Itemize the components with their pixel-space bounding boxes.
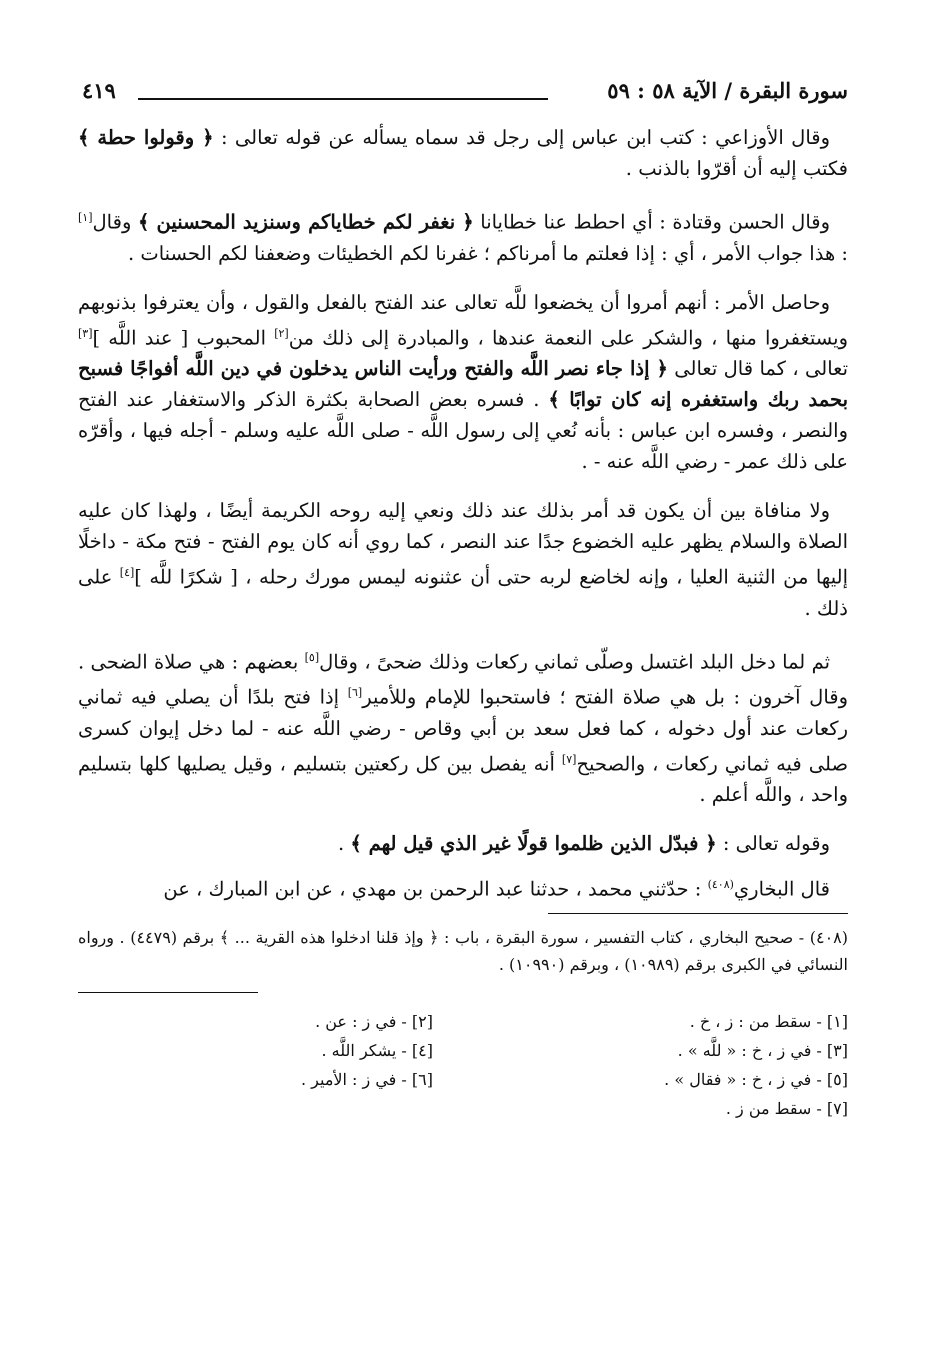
text: تعالى ، كما قال تعالى: [674, 357, 848, 380]
paragraph-salat: [78, 642, 848, 811]
paragraph-awzai: [78, 122, 848, 184]
note-5: [٥] - في ز ، خ : « فقال » .: [664, 1069, 848, 1089]
hadith-ref: (٤٠٨): [707, 878, 734, 891]
footnote-ref: [٦]: [347, 686, 363, 699]
paragraph-verse: [78, 828, 848, 859]
note-1: [١] - سقط من : ز ، خ .: [689, 1011, 848, 1031]
variant-notes: [78, 1007, 848, 1123]
text: وقوله تعالى :: [722, 832, 830, 855]
text: : حدّثني محمد ، حدثنا عبد الرحمن بن مهدي ، عن ابن المبارك ، عن: [163, 877, 702, 901]
text: وقال الحسن وقتادة : أي احطط عنا خطايانا: [480, 210, 831, 234]
quran-quote: ﴿ إذا جاء نصر اللَّه والفتح ورأيت الناس يدخلون في دين اللَّه أفواجًا فسبح بحمد ربك واستغفره إنه كان توابًا ﴾: [78, 357, 848, 411]
text: وقال: [92, 210, 132, 234]
hadith-footnote: (٤٠٨) - صحيح البخاري ، كتاب التفسير ، سورة البقرة ، باب : ﴿ وإذ قلنا ادخلوا هذه القرية ... ﴾ برقم (٤٤٧٩) . ورواه النسائي في الكبرى برقم (١٠٩٨٩) ، وبرقم (١٠٩٩٠) .: [78, 927, 848, 974]
notes-separator: [78, 992, 258, 993]
text: على ذلك .: [78, 565, 848, 620]
text: فكتب إليه أن أقرّوا بالذنب .: [625, 157, 848, 180]
footnote-ref: [٣]: [78, 326, 93, 340]
footnote-ref: [٤]: [119, 566, 135, 579]
page-header: [78, 78, 848, 122]
paragraph-hasan: [78, 202, 848, 269]
footnote-ref: [١]: [78, 211, 93, 224]
page-number: ٤١٩: [82, 78, 116, 103]
text: .: [337, 832, 345, 855]
text: إذا فتح بلدًا أن يصلي فيه ثماني ركعات عند أول دخوله ، كما فعل سعد بن أبي وقاص - رضي اللَّه عنه - لما دخل إيوان كسرى صلى فيه ثماني ركعات ، والصحيح: [78, 685, 848, 775]
text: ولا منافاة بين أن يكون قد أمر بذلك عند ذلك ونعي إليه روحه الكريمة أيضًا ، ولهذا كان عليه الصلاة والسلام يظهر عليه الخضوع جدًا عند النصر ، كما روي أنه كان يوم الفتح - فتح مكة - داخلًا إليها من الثنية العليا ، وإنه لخاضع لربه حتى أن عثنونه ليمس مورك رحله ، [ شكرًا للَّه ]: [78, 499, 848, 589]
text: المحبوب [ عند اللَّه ]: [92, 326, 266, 349]
note-7: [٧] - سقط من ز .: [725, 1098, 848, 1118]
text: قال البخاري: [733, 877, 830, 901]
running-title: سورة البقرة / الآية ٥٨ : ٥٩: [607, 78, 848, 103]
text: وحاصل الأمر : أنهم أمروا أن يخضعوا للَّه تعالى عند الفتح بالفعل والقول ، وأن يعترفوا بذنوبهم ويستغفروا منها ، والشكر على النعمة عندها ، والمبادرة إلى ذلك من: [78, 290, 849, 349]
text: . فسره بعض الصحابة بكثرة الذكر والاستغفار عند الفتح والنصر ، وفسره ابن عباس : بأنه نُعي إلى رسول اللَّه - صلى اللَّه عليه وسلم - أجله فيها ، وأقرّه على ذلك عمر - رضي اللَّه عنه - .: [78, 388, 848, 473]
text: ثم لما دخل البلد اغتسل وصلّى ثماني ركعات وذلك ضحىً ، وقال: [319, 650, 830, 673]
footnote-ref: [٥]: [304, 650, 320, 664]
text: بعضهم : هي صلاة الضحى . وقال آخرون : بل هي صلاة الفتح ؛ فاستحبوا للإمام وللأمير: [78, 650, 849, 709]
paragraph-bukhari: [78, 869, 848, 905]
paragraph-hasil: [78, 287, 848, 478]
text: وقال الأوزاعي : كتب ابن عباس إلى رجل قد سماه يسأله عن قوله تعالى :: [220, 126, 831, 149]
footnote-ref: [٢]: [274, 326, 289, 340]
footnote-ref: [٧]: [561, 752, 577, 766]
note-4: [٤] - يشكر اللَّه .: [321, 1040, 433, 1060]
paragraph-munafat: [78, 495, 848, 624]
quran-quote: ﴿ نغفر لكم خطاياكم وسنزيد المحسنين ﴾: [137, 210, 474, 234]
note-6: [٦] - في ز : الأمير .: [301, 1069, 433, 1089]
note-2: [٢] - في ز : عن .: [315, 1011, 433, 1031]
quran-quote: ﴿ وقولوا حطة ﴾: [78, 126, 214, 149]
quran-quote: ﴿ فبدّل الذين ظلموا قولًا غير الذي قيل لهم ﴾: [350, 832, 717, 855]
text: أنه يفصل بين كل ركعتين بتسليم ، وقيل يصليها كلها بتسليم واحد ، واللَّه أعلم .: [78, 752, 848, 806]
note-3: [٣] - في ز ، خ : « للَّه » .: [677, 1040, 848, 1060]
header-rule: [138, 98, 548, 100]
footnote-separator: [548, 913, 848, 914]
book-page: [78, 78, 848, 1123]
text: : هذا جواب الأمر ، أي : إذا فعلتم ما أمرناكم ؛ غفرنا لكم الخطيئات وضعفنا لكم الحسنات .: [127, 241, 848, 265]
